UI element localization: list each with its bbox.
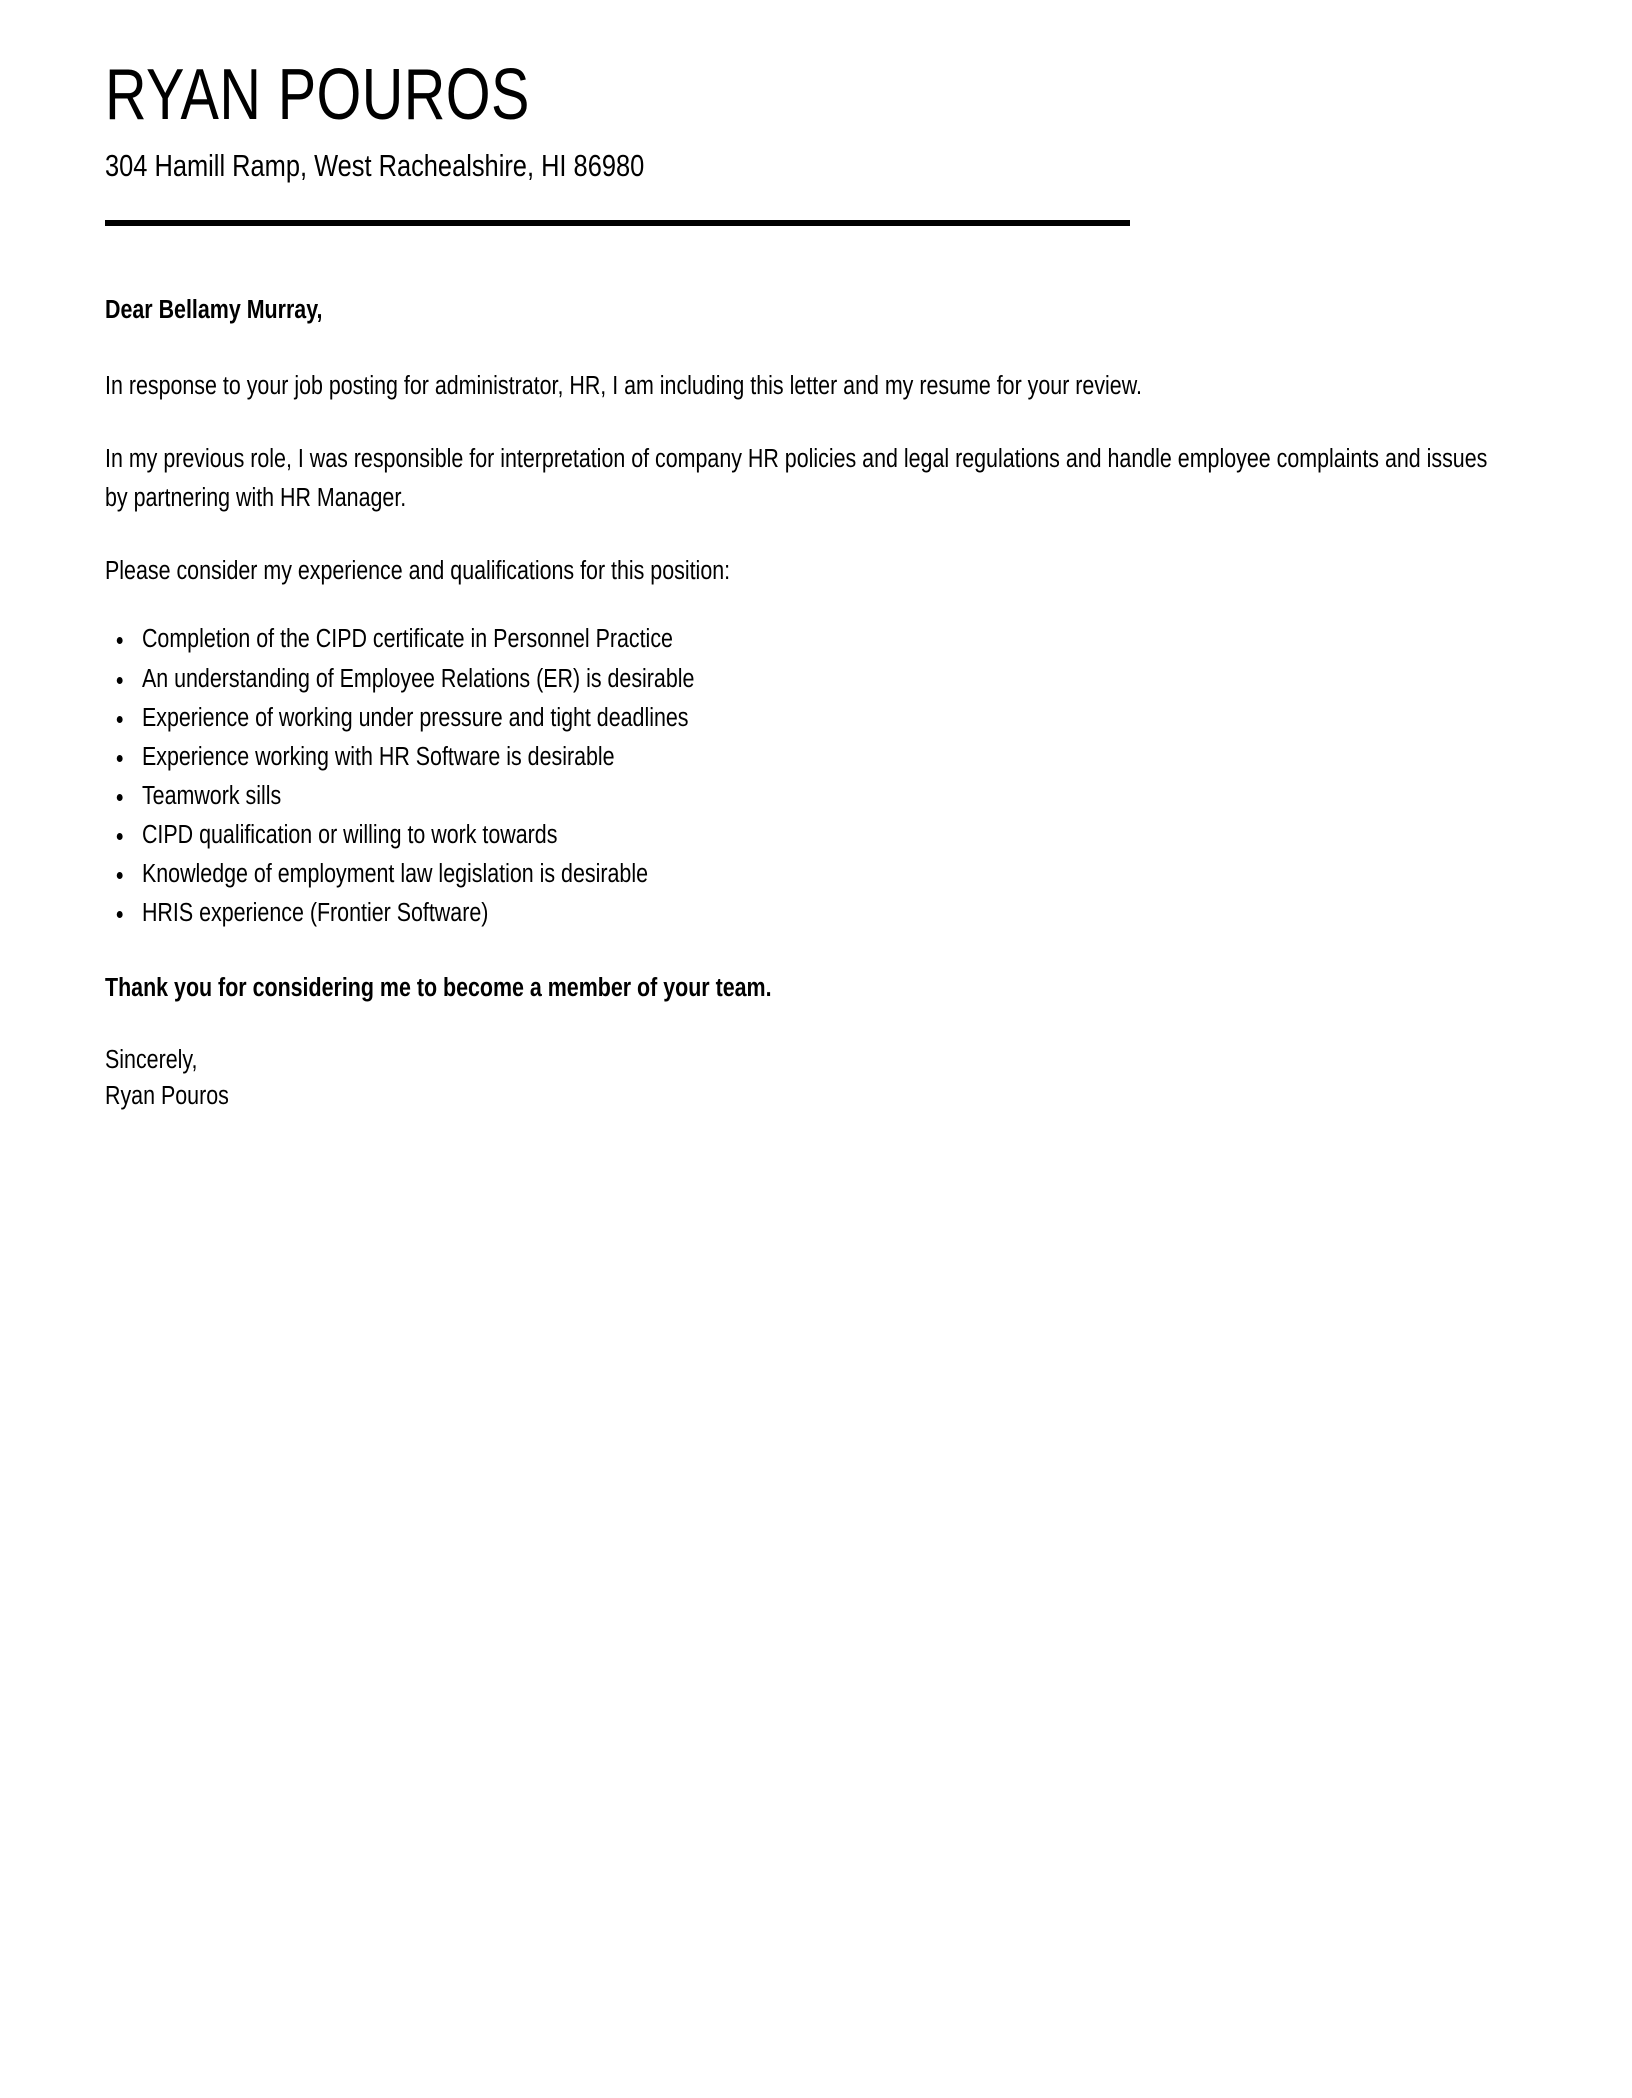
closing-statement: Thank you for considering me to become a member of your team.: [105, 974, 772, 1003]
body-paragraph-1: In response to your job posting for administrator, HR, I am including this letter and my resume for your review.: [105, 372, 1142, 401]
signoff: Sincerely,: [105, 1045, 198, 1074]
list-item: HRIS experience (Frontier Software): [105, 898, 1526, 928]
applicant-address: 304 Hamill Ramp, West Rachealshire, HI 86980: [105, 147, 645, 183]
letter-header: [105, 0, 1495, 226]
letter-sheet: [105, 0, 1495, 1114]
salutation: Dear Bellamy Murray,: [105, 296, 323, 325]
applicant-name: RYAN POUROS: [105, 55, 530, 135]
list-item: Experience of working under pressure and tight deadlines: [105, 703, 1526, 733]
list-item: Teamwork sills: [105, 781, 1526, 811]
body-paragraph-3: Please consider my experience and qualifications for this position:: [105, 556, 731, 585]
signature-name: Ryan Pouros: [105, 1081, 229, 1110]
qualifications-list: [105, 624, 1495, 928]
list-item: CIPD qualification or willing to work towards: [105, 820, 1526, 850]
body-paragraph-2: In my previous role, I was responsible for interpretation of company HR policies and legal regulations and handle employee complaints and issues by partnering with HR Manager.: [105, 445, 1488, 512]
list-item: Experience working with HR Software is desirable: [105, 742, 1526, 772]
list-item: An understanding of Employee Relations (ER) is desirable: [105, 664, 1526, 694]
letter-body: [105, 293, 1495, 1114]
list-item: Completion of the CIPD certificate in Personnel Practice: [105, 624, 1526, 654]
signature-block: [105, 1042, 1489, 1114]
header-divider: [105, 220, 1130, 226]
list-item: Knowledge of employment law legislation is desirable: [105, 859, 1526, 889]
